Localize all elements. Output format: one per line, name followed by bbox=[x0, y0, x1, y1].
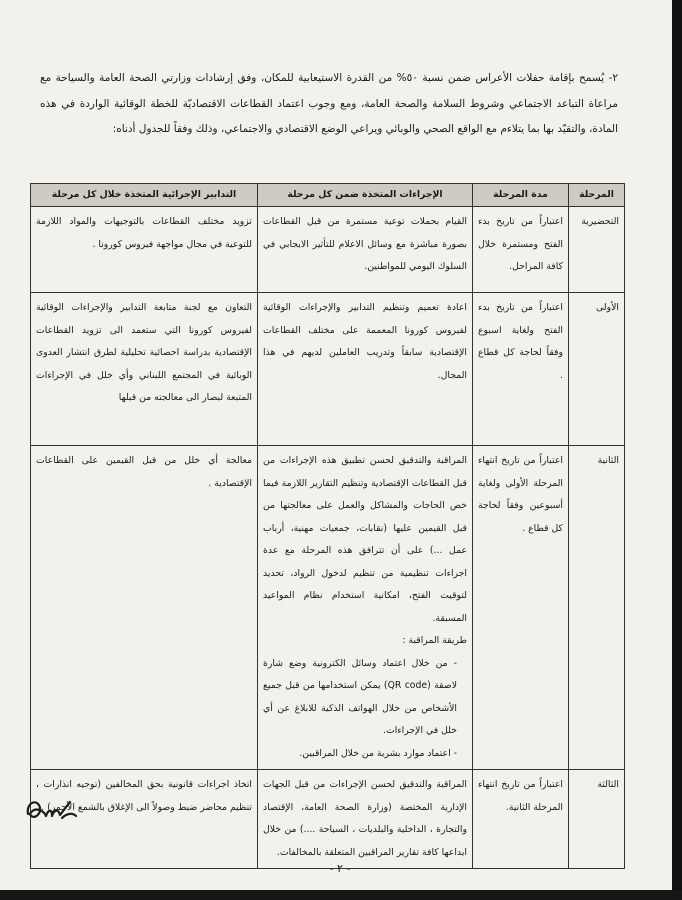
handwritten-signature bbox=[22, 788, 80, 828]
phases-table bbox=[30, 183, 625, 869]
duration-cell: اعتباراً من تاريخ بدء الفتح ومستمرة خلال كافة المراحل. bbox=[473, 207, 569, 293]
table-row bbox=[31, 446, 625, 770]
scan-edge-bottom bbox=[0, 890, 682, 900]
header-duration: مدة المرحلة bbox=[473, 184, 569, 207]
header-phase: المرحلة bbox=[569, 184, 625, 207]
page-number: - ٢ - bbox=[329, 862, 351, 875]
procedures-cell: القيام بحملات توعية مستمرة من قبل القطاعات بصورة مباشرة مع وسائل الاعلام للتأثير الايجابي في السلوك اليومي للمواطنين. bbox=[258, 207, 473, 293]
intro-paragraph: ٢- يُسمح بإقامة حفلات الأعراس ضمن نسبة ٥٠% من القدرة الاستيعابية للمكان، وفق إرشادات وزارتي الصحة العامة والسياحة مع مراعاة التباعد الاجتماعي وشروط السلامة والصحة العامة، ومع وجوب اعتماد القطاعات الاقتصاديّة للخطة الوقائية الواردة في هذه المادة، والتقيّد بها بما يتلاءم مع الواقع الصحي والوبائي ويراعي الوضع الاقتصادي والاجتماعي، وذلك وفقاً للجدول أدناه: bbox=[40, 72, 618, 136]
table-row bbox=[31, 293, 625, 446]
table-row bbox=[31, 770, 625, 869]
procedures-cell: المراقبة والتدقيق لحسن الإجراءات من قبل الجهات الإدارية المختصة (وزارة الصحة العامة، الإقتصاد والتجارة ، الداخلية والبلديات ، السياحة ....) من خلال ايداعها كافة تقارير المراقبين المتعلقة بالمخالفات. bbox=[258, 770, 473, 869]
measures-cell: تزويد مختلف القطاعات بالتوجيهات والمواد اللازمة للتوعية في مجال مواجهة فيروس كورونا . bbox=[31, 207, 258, 293]
monitoring-method-item: - اعتماد موارد بشرية من خلال المراقبين. bbox=[299, 747, 457, 759]
header-measures: التدابير الإجرائية المتخذة خلال كل مرحلة bbox=[31, 184, 258, 207]
procedures-cell bbox=[258, 446, 473, 770]
duration-cell: اعتباراً من تاريخ بدء الفتح ولغاية اسبوع وفقاً لحاجة كل قطاع . bbox=[473, 293, 569, 446]
header-procedures: الإجراءات المتخذة ضمن كل مرحلة bbox=[258, 184, 473, 207]
duration-cell: اعتباراً من تاريخ انتهاء المرحلة الأولى ولغاية أسبوعين وفقاً لحاجة كل قطاع . bbox=[473, 446, 569, 770]
procedures-text: المراقبة والتدقيق لحسن تطبيق هذه الإجراءات من قبل القطاعات الإقتصادية وتنظيم التقارير اللازمة فيما خص الحاجات والمشاكل والعمل على معالجتها من قبل القيمين عليها (نقابات، جمعيات مهنية، أرباب عمل ...) على أن تترافق هذه المرحلة مع عدة اجراءات تنظيمية من تنظيم لدخول الرواد، تحديد لتوقيت الفتح، امكانية استخدام نظام المواعيد المسبقة. bbox=[263, 455, 467, 624]
table-header-row bbox=[31, 184, 625, 207]
procedures-cell: اعادة تعميم وتنظيم التدابير والإجراءات الوقائية لفيروس كورونا المعممة على مختلف القطاعات الإقتصادية سابقاً وتدريب العاملين لديهم في هذا المجال. bbox=[258, 293, 473, 446]
measures-cell: معالجة أي خلل من قبل القيمين على القطاعات الإقتصادية . bbox=[31, 446, 258, 770]
monitoring-method-item: - من خلال اعتماد وسائل الكترونية وضع شارة لاصقة (QR code) يمكن استخدامها من قبل جميع الأشخاص من خلال الهواتف الذكية للابلاغ عن أي خلل في الإجراءات. bbox=[263, 657, 457, 736]
scan-edge-right bbox=[672, 0, 682, 900]
duration-cell: اعتباراً من تاريخ انتهاء المرحلة الثانية. bbox=[473, 770, 569, 869]
measures-cell: اتخاذ اجراءات قانونية بحق المخالفين (توجيه انذارات ، تنظيم محاضر ضبط وصولاً الى الإغلاق بالشمع الأحمر) . bbox=[31, 770, 258, 869]
table-row bbox=[31, 207, 625, 293]
phase-cell: الأولى bbox=[569, 293, 625, 446]
phase-cell: التحضيرية bbox=[569, 207, 625, 293]
phase-cell: الثانية bbox=[569, 446, 625, 770]
monitoring-method-title: طريقة المراقبة : bbox=[402, 635, 467, 646]
phase-cell: الثالثة bbox=[569, 770, 625, 869]
measures-cell: التعاون مع لجنة متابعة التدابير والإجراءات الوقائية لفيروس كورونا التي ستعمد الى تزويد القطاعات الإقتصادية بدراسة احصائية تحليلية لطرق انتشار العدوى الوبائية في المجتمع اللبناني وأي خلل في الإجراءات المتبعة لبصار الى معالجته من قبلها bbox=[31, 293, 258, 446]
